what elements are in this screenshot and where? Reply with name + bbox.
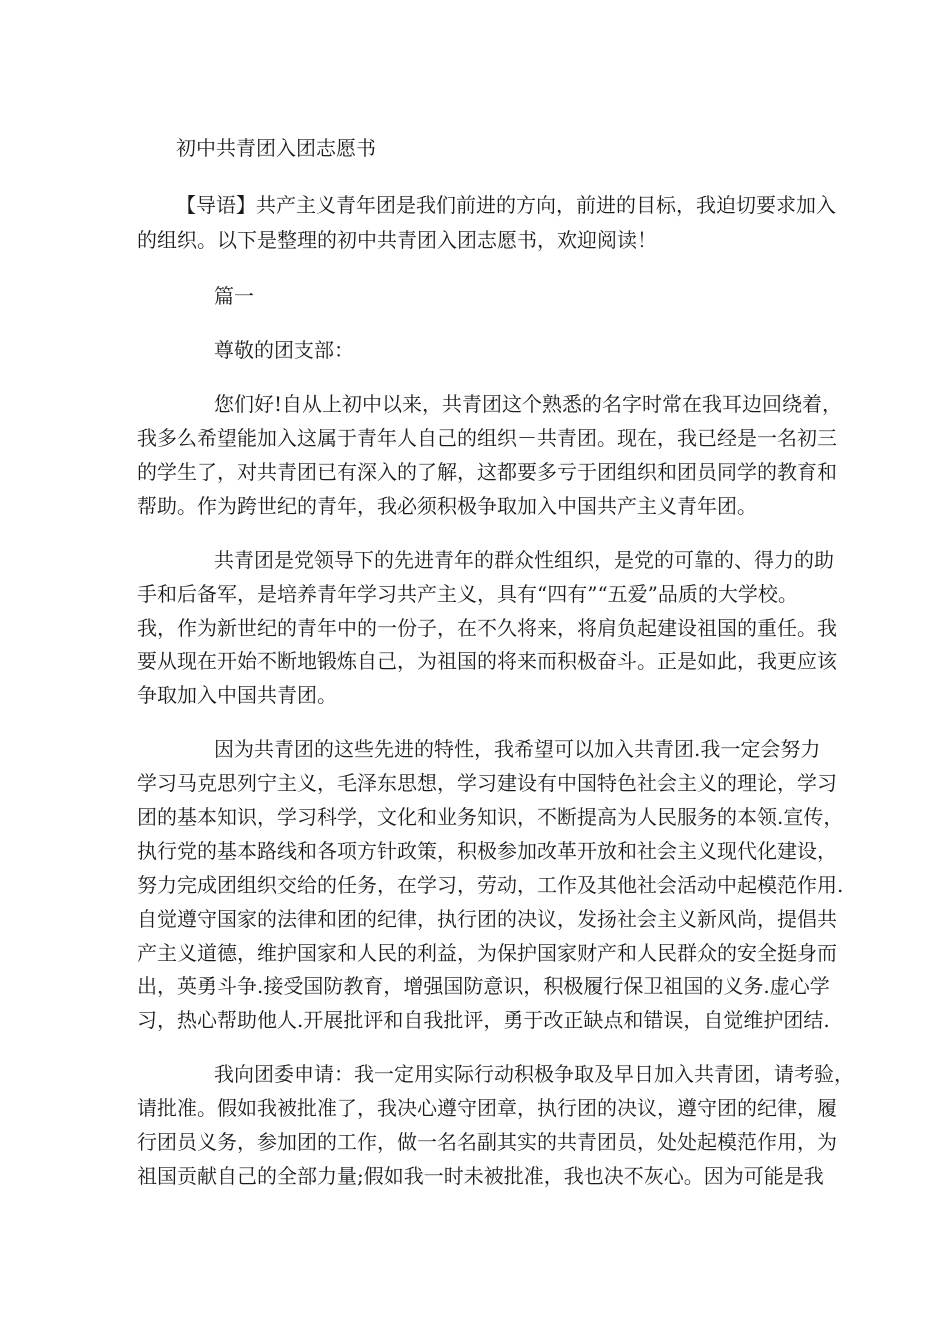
paragraph-line: 争取加入中国共青团。 bbox=[137, 683, 337, 707]
paragraph-line: 努力完成团组织交给的任务，在学习，劳动，工作及其他社会活动中起模范作用. bbox=[137, 873, 844, 897]
paragraph-line: 您们好!自从上初中以来，共青团这个熟悉的名字时常在我耳边回绕着， bbox=[214, 392, 843, 416]
intro-line: 【导语】共产主义青年团是我们前进的方向，前进的目标，我迫切要求加入 bbox=[176, 193, 836, 217]
paragraph-line: 祖国贡献自己的全部力量;假如我一时未被批准，我也决不灰心。因为可能是我 bbox=[137, 1164, 824, 1188]
section-label: 篇一 bbox=[214, 284, 254, 308]
paragraph-line: 的学生了，对共青团已有深入的了解，这都要多亏于团组织和团员同学的教育和 bbox=[137, 460, 837, 484]
paragraph-line: 学习马克思列宁主义，毛泽东思想，学习建设有中国特色社会主义的理论，学习 bbox=[137, 771, 837, 795]
salutation: 尊敬的团支部： bbox=[214, 338, 354, 362]
document-title: 初中共青团入团志愿书 bbox=[176, 136, 376, 160]
paragraph-line: 习，热心帮助他人.开展批评和自我批评，勇于改正缺点和错误，自觉维护团结. bbox=[137, 1008, 830, 1032]
paragraph-line: 共青团是党领导下的先进青年的群众性组织，是党的可靠的、得力的助 bbox=[214, 548, 834, 572]
paragraph-line: 帮助。作为跨世纪的青年，我必须积极争取加入中国共产主义青年团。 bbox=[137, 494, 757, 518]
paragraph-line: 手和后备军，是培养青年学习共产主义，具有“四有”“五爱”品质的大学校。 bbox=[137, 582, 798, 606]
paragraph-line: 自觉遵守国家的法律和团的纪律，执行团的决议，发扬社会主义新风尚，提倡共 bbox=[137, 907, 837, 931]
paragraph-line: 团的基本知识，学习科学，文化和业务知识，不断提高为人民服务的本领.宣传， bbox=[137, 805, 844, 829]
paragraph-line: 因为共青团的这些先进的特性，我希望可以加入共青团.我一定会努力 bbox=[214, 737, 821, 761]
paragraph-line: 我多么希望能加入这属于青年人自己的组织－共青团。现在，我已经是一名初三 bbox=[137, 426, 837, 450]
paragraph-line: 出，英勇斗争.接受国防教育，增强国防意识，积极履行保卫祖国的义务.虚心学 bbox=[137, 974, 830, 998]
paragraph-line: 执行党的基本路线和各项方针政策，积极参加改革开放和社会主义现代化建设， bbox=[137, 839, 837, 863]
paragraph-line: 要从现在开始不断地锻炼自己，为祖国的将来而积极奋斗。正是如此，我更应该 bbox=[137, 649, 837, 673]
paragraph-line: 我，作为新世纪的青年中的一份子，在不久将来，将肩负起建设祖国的重任。我 bbox=[137, 616, 837, 640]
intro-line: 的组织。以下是整理的初中共青团入团志愿书，欢迎阅读！ bbox=[137, 228, 657, 252]
paragraph-line: 产主义道德，维护国家和人民的利益，为保护国家财产和人民群众的安全挺身而 bbox=[137, 941, 837, 965]
paragraph-line: 请批准。假如我被批准了，我决心遵守团章，执行团的决议，遵守团的纪律，履 bbox=[137, 1096, 837, 1120]
paragraph-line: 行团员义务，参加团的工作，做一名名副其实的共青团员，处处起模范作用，为 bbox=[137, 1130, 837, 1154]
paragraph-line: 我向团委申请：我一定用实际行动积极争取及早日加入共青团，请考验， bbox=[214, 1062, 854, 1086]
